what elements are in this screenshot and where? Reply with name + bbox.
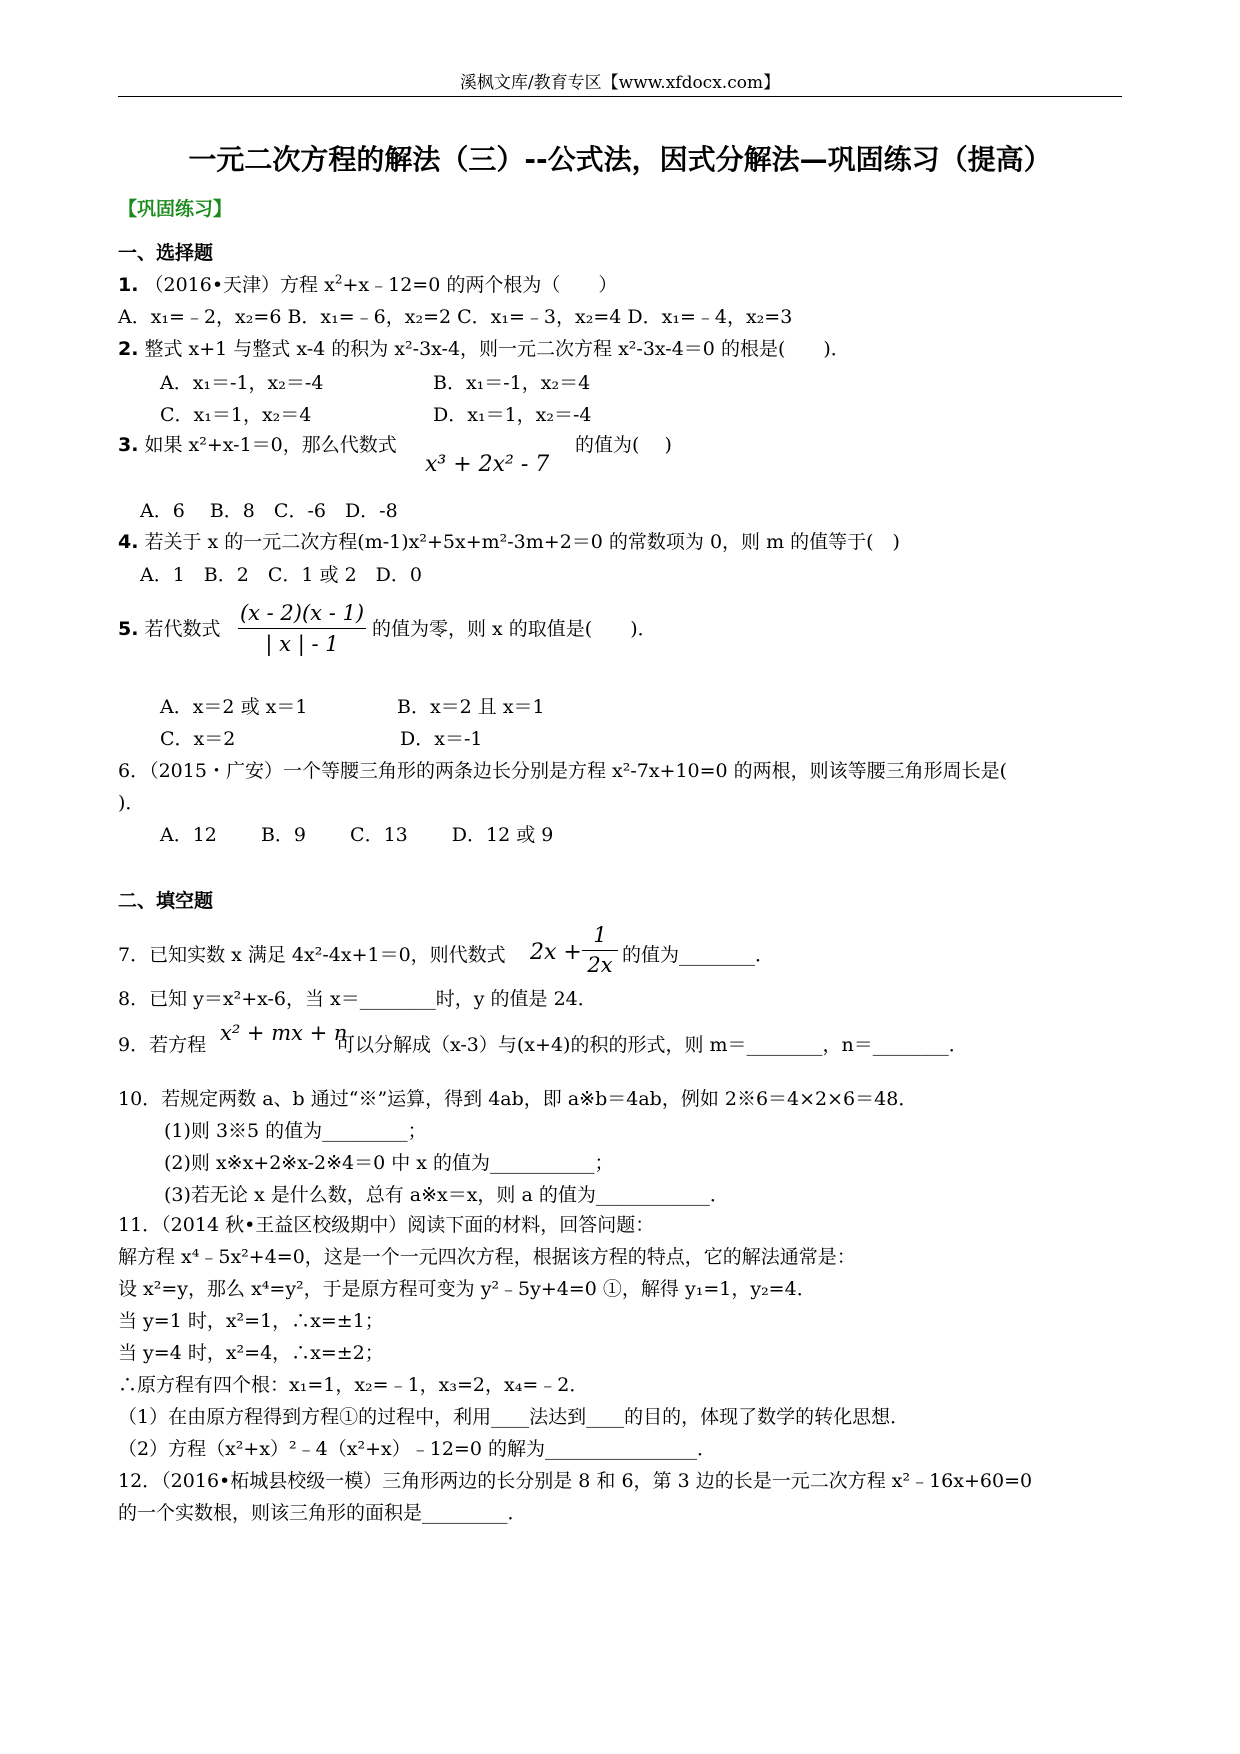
question-3-options: A．6 B．8 C．-6 D．-8 xyxy=(140,500,398,522)
question-11: 11．（2014 秋•王益区校级期中）阅读下面的材料，回答问题： xyxy=(118,1214,655,1236)
question-11-line-5: ∴原方程有四个根：x₁=1，x₂=﹣1，x₃=2，x₄=﹣2． xyxy=(118,1374,589,1396)
fraction-denominator: 2x xyxy=(582,950,618,979)
section-fill-heading: 二、填空题 xyxy=(118,890,214,912)
question-10-part-1: (1)则 3※5 的值为_________； xyxy=(164,1120,427,1142)
question-5 xyxy=(118,616,221,642)
question-number: 3. xyxy=(118,434,139,456)
question-3-suffix: 的值为( ) xyxy=(575,434,672,456)
question-10-part-3: (3)若无论 x 是什么数，总有 a※x＝x，则 a 的值为____________． xyxy=(164,1184,729,1206)
question-2 xyxy=(118,336,850,362)
question-number: 2. xyxy=(118,338,139,360)
section-tag: 【巩固练习】 xyxy=(118,198,233,220)
question-text: 整式 x+1 与整式 x-4 的积为 x²-3x-4，则一元二次方程 x²-3x-4＝0 的根是( )． xyxy=(144,338,850,360)
question-6-options: A．12 B．9 C．13 D．12 或 9 xyxy=(160,824,554,846)
question-4 xyxy=(118,529,900,555)
question-number: 5. xyxy=(118,618,139,640)
header-rule xyxy=(118,96,1122,97)
question-7-suffix: 的值为________． xyxy=(622,944,775,966)
question-text: 如果 x²+x-1＝0，那么代数式 xyxy=(144,434,397,456)
question-5-fraction xyxy=(238,600,366,659)
question-11-line-4: 当 y=4 时，x²=4，∴x=±2； xyxy=(118,1342,384,1364)
question-7: 7．已知实数 x 满足 4x²-4x+1＝0，则代数式 xyxy=(118,944,506,966)
question-number: 1. xyxy=(118,274,139,296)
exponent: 2 xyxy=(334,272,343,287)
question-3-expression: x³ + 2x² - 7 xyxy=(425,452,550,477)
fraction-denominator: | x | - 1 xyxy=(238,628,366,659)
question-11-line-1: 解方程 x⁴﹣5x²+4=0，这是一个一元四次方程，根据该方程的特点，它的解法通常是： xyxy=(118,1246,856,1268)
question-6: 6．（2015・广安）一个等腰三角形的两条边长分别是方程 x²-7x+10=0 的两根，则该等腰三角形周长是( xyxy=(118,760,1008,782)
fraction-numerator: 1 xyxy=(593,923,607,947)
question-4-options: A．1 B．2 C．1 或 2 D．0 xyxy=(140,564,422,586)
question-5-option-c: C．x＝2 xyxy=(160,728,236,750)
page-title: 一元二次方程的解法（三）--公式法，因式分解法—巩固练习（提高） xyxy=(188,143,1052,176)
page-header: 溪枫文库/教育专区【www.xfdocx.com】 xyxy=(459,73,781,93)
question-text: （2016•天津）方程 x xyxy=(144,274,335,296)
question-9-suffix: 可以分解成（x-3）与(x+4)的积的形式，则 m＝________，n＝________． xyxy=(336,1034,968,1056)
question-2-option-a: A．x₁＝-1，x₂＝-4 xyxy=(160,372,324,394)
question-5-suffix: 的值为零，则 x 的取值是( )． xyxy=(372,618,657,640)
question-5-option-b: B．x＝2 且 x＝1 xyxy=(397,696,545,718)
question-2-option-c: C．x₁＝1，x₂＝4 xyxy=(160,404,312,426)
fraction-numerator: (x - 2)(x - 1) xyxy=(239,601,365,625)
question-11-line-2: 设 x²=y，那么 x⁴=y²，于是原方程可变为 y²﹣5y+4=0 ①，解得 y₁=1，y₂=4． xyxy=(118,1278,816,1300)
question-10-part-2: (2)则 x※x+2※x-2※4＝0 中 x 的值为___________； xyxy=(164,1152,614,1174)
section-choice-heading: 一、选择题 xyxy=(118,242,214,264)
question-2-option-d: D．x₁＝1，x₂＝-4 xyxy=(433,404,592,426)
question-1 xyxy=(118,272,617,298)
question-text: 若代数式 xyxy=(144,618,221,640)
question-12: 12．（2016•柘城县校级一模）三角形两边的长分别是 8 和 6，第 3 边的长是一元二次方程 x²﹣16x+60=0 xyxy=(118,1470,1033,1492)
question-7-fraction xyxy=(582,922,618,979)
question-text: +x﹣12=0 的两个根为（ ） xyxy=(342,274,618,296)
question-10: 10．若规定两数 a、b 通过“※”运算，得到 4ab，即 a※b＝4ab，例如 2※6＝4×2×6＝48． xyxy=(118,1088,918,1110)
question-11-part-1: （1）在由原方程得到方程①的过程中，利用____法达到____的目的，体现了数学的转化思想． xyxy=(118,1406,910,1428)
question-9: 9．若方程 xyxy=(118,1034,207,1056)
question-12-continuation: 的一个实数根，则该三角形的面积是_________． xyxy=(118,1502,527,1524)
question-5-option-d: D．x＝-1 xyxy=(400,728,483,750)
question-6-continuation: )． xyxy=(118,792,145,814)
question-11-line-3: 当 y=1 时，x²=1，∴x=±1； xyxy=(118,1310,384,1332)
question-5-option-a: A．x＝2 或 x＝1 xyxy=(160,696,308,718)
question-2-option-b: B．x₁＝-1，x₂＝4 xyxy=(433,372,591,394)
question-text: 若关于 x 的一元二次方程(m-1)x²+5x+m²-3m+2＝0 的常数项为 0，则 m 的值等于( ) xyxy=(144,531,900,553)
question-1-options: A．x₁=﹣2，x₂=6 B．x₁=﹣6，x₂=2 C．x₁=﹣3，x₂=4 D．x₁=﹣4，x₂=3 xyxy=(118,306,793,328)
question-8: 8．已知 y＝x²+x-6，当 x＝________时，y 的值是 24． xyxy=(118,988,597,1010)
question-9-expression: x² + mx + n xyxy=(220,1021,348,1045)
question-7-expression: 2x + xyxy=(530,940,582,965)
question-11-part-2: （2）方程（x²+x）²﹣4（x²+x）﹣12=0 的解为________________． xyxy=(118,1438,716,1460)
question-number: 4. xyxy=(118,531,139,553)
question-3 xyxy=(118,432,397,458)
